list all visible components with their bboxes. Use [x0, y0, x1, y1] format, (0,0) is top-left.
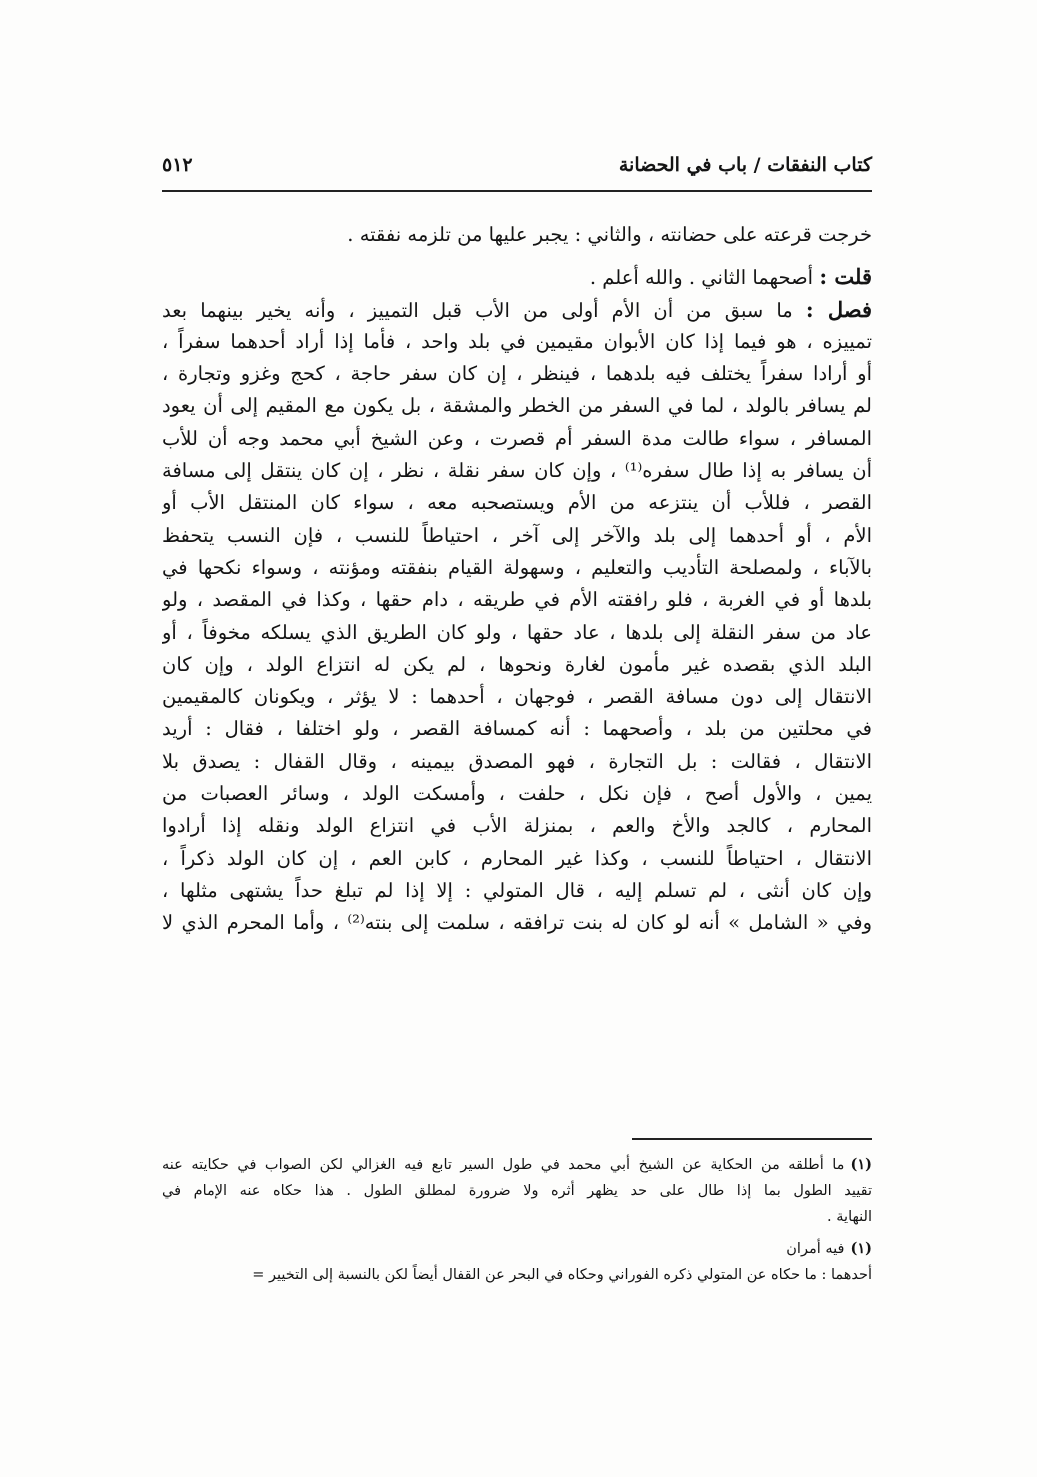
text-line: خرجت قرعته على حضانته ، والثاني : يجبر عليها من تلزمه نفقته . [347, 223, 872, 246]
header-title: كتاب النفقات / باب في الحضانة [618, 154, 872, 176]
text-line-content: ما سبق من أن الأم أولى من الأب قبل التمييز ، وأنه يخير بينهما بعد [162, 298, 793, 322]
text-line [162, 261, 872, 293]
text-line: في محلتين من بلد ، وأصحهما : أنه كمسافة القصر ، ولو اختلفا ، فقال : أريد [162, 717, 872, 741]
text-line: أو أرادا سفراً يختلف فيه بلدهما ، فينظر ، إن كان سفر حاجة ، كحج وغزو وتجارة ، [162, 362, 872, 386]
text-line: تمييزه ، هو فيما إذا كان الأبوان مقيمين في بلد واحد ، فأما إذا أراد أحدهما سفراً ، [162, 329, 872, 353]
text-line: لم يسافر بالولد ، لما في السفر من الخطر والمشقة ، بل يكون مع المقيم إلى أن يعود [162, 394, 872, 418]
page-number: ٥١٢ [162, 154, 193, 176]
footnote-line: تقييد الطول بما إذا طال على حد يظهر أثره ولا ضرورة لمطلق الطول . هذا حكاه عنه الإمام في [162, 1183, 872, 1199]
text-line: البلد الذي بقصده غير مأمون لغارة ونحوها ، لم يكن له انتزاع الولد ، وإن كان [162, 652, 872, 676]
keyword-fasl: فصل : [805, 296, 872, 322]
main-text [162, 219, 872, 940]
text-line: الانتقال إلى دون مسافة القصر ، فوجهان ، أحدهما : لا يؤثر ، ويكونان كالمقيمين [162, 685, 872, 709]
footnote-line: أحدهما : ما حكاه عن المتولي ذكره الفوراني وحكاه في البحر عن القفال أيضاً لكن بالنسبة إلى التخيير = [252, 1267, 872, 1283]
text-line: وفي « الشامل » أنه لو كان له بنت ترافقه ، سلمت إلى بنته⁽²⁾ ، وأما المحرم الذي لا [162, 911, 872, 935]
text-line: وإن كان أنثى ، لم تسلم إليه ، قال المتولي : إلا إذا لم تبلغ حداً يشتهى مثلها ، [162, 878, 872, 902]
text-line: بالآباء ، ولمصلحة التأديب والتعليم ، وسهولة القيام بنفقته ومؤنته ، وسواء نكحها في [162, 555, 872, 579]
text-line: الانتقال ، فقالت : بل التجارة ، فهو المصدق بيمينه ، وقال القفال : يصدق بلا [162, 749, 872, 773]
footnote-text: ما أطلقه من الحكاية عن الشيخ أبي محمد في طول السير تابع فيه الغزالي لكن الصواب في حكايته عنه [162, 1157, 845, 1173]
text-line: الانتقال ، احتياطاً للنسب ، وكذا غير المحارم ، كابن العم ، إن كان الولد ذكراً ، [162, 846, 872, 870]
footnote-line [162, 1152, 872, 1178]
text-line-content: أصحهما الثاني . والله أعلم . [589, 266, 814, 290]
text-line: بلدها أو في الغربة ، فلو رافقته الأم في طريقه ، دام حقها ، وكذا في المقصد ، ولو [162, 588, 872, 612]
text-line: القصر ، فللأب أن ينتزعه من الأم ويستصحبه معه ، سواء كان المنتقل الأب أو [162, 491, 872, 515]
footnote-marker: (١) [850, 1240, 872, 1257]
footnote-line: النهاية . [827, 1209, 872, 1225]
text-line: المسافر ، سواء طالت مدة السفر أم قصرت ، وعن الشيخ أبي محمد وجه أن للأب [162, 426, 872, 450]
footnote-marker: (١) [850, 1156, 872, 1173]
footnote-line [162, 1236, 872, 1262]
text-line [162, 294, 872, 326]
footnote-divider [632, 1138, 872, 1140]
footnote-text: فيه أمران [786, 1241, 845, 1257]
paragraph-gap [162, 251, 872, 261]
footnotes [162, 1152, 872, 1288]
text-line: أن يسافر به إذا طال سفره⁽¹⁾ ، وإن كان سفر نقلة ، نظر ، إن كان ينتقل إلى مسافة [162, 459, 872, 483]
keyword-qult: قلت : [819, 264, 872, 290]
text-line: الأم ، أو أحدهما إلى بلد والآخر إلى آخر ، احتياطاً للنسب ، فإن النسب يتحفظ [162, 523, 872, 547]
text-line: المحارم ، كالجد والأخ والعم ، بمنزلة الأب في انتزاع الولد ونقله إذا أرادوا [162, 814, 872, 838]
header-divider [162, 190, 872, 192]
running-header [162, 146, 872, 186]
text-line: عاد من سفر النقلة إلى بلدها ، عاد حقها ، ولو كان الطريق الذي يسلكه مخوفاً ، أو [162, 620, 872, 644]
text-line: يمين ، والأول أصح ، فإن نكل ، حلفت ، وأمسكت الولد ، وسائر العصبات من [162, 782, 872, 806]
